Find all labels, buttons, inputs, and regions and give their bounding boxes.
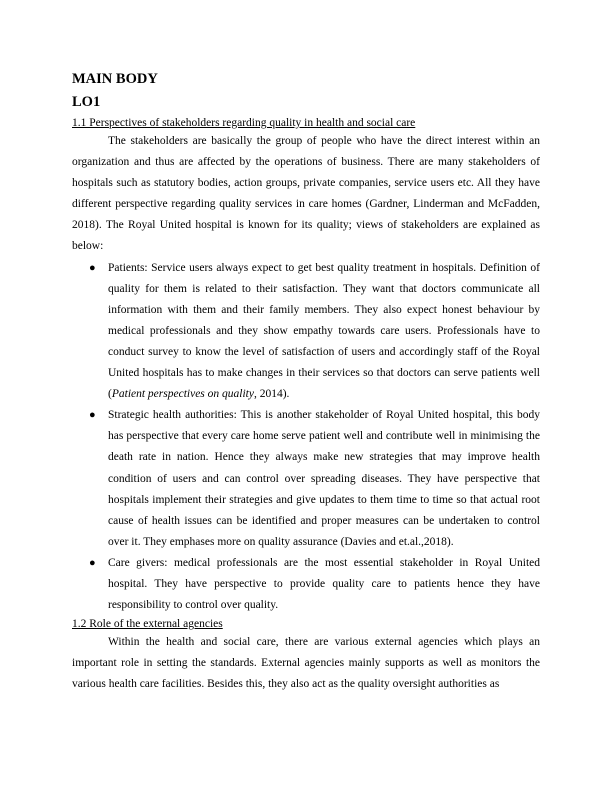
- citation-tail: , 2014).: [253, 388, 290, 401]
- list-item-text: Care givers: medical professionals are the most essential stakeholder in Royal United hospital. They have perspective to provide quality care to patients hence they have responsibility to control over quality.: [108, 556, 540, 612]
- list-item-text: Strategic health authorities: This is another stakeholder of Royal United hospital, this body has perspective that every care home serve patient well and contribute well in minimising the death rate in nation. Hence they always make new strategies that may improve health condition of users and can control over spreading diseases. They have perspective that hospitals implement their strategies and give updates to them time to time so that actual root cause of health issues can be identified and proper measures can be undertaken to control over it. They emphases more on quality assurance (Davies and et.al.,2018).: [108, 409, 540, 548]
- list-item-strategic-health-authorities: [72, 405, 540, 553]
- document-page: [72, 70, 540, 695]
- section-1-2-title: 1.2 Role of the external agencies: [72, 618, 223, 631]
- stakeholder-list: [72, 258, 540, 617]
- section-1-1-title: 1.1 Perspectives of stakeholders regarding quality in health and social care: [72, 117, 416, 129]
- bullet-icon: ●: [89, 556, 96, 569]
- list-item-text: Patients: Service users always expect to get best quality treatment in hospitals. Definition of quality for them is related to their satisfaction. They want that doctors communicate all information with them and their family members. They also expect honest behaviour by medical professionals and they show empathy towards care users. Professionals have to conduct survey to know the level of satisfaction of users and accordingly staff of the Royal United hospitals has to make changes in their services so that doctors can serve patients well (: [108, 261, 540, 401]
- list-item-patients: [72, 258, 540, 406]
- citation-italic: Patient perspectives on quality: [111, 388, 254, 401]
- lo1-heading: LO1: [72, 94, 101, 110]
- bullet-icon: ●: [89, 261, 96, 274]
- list-item-care-givers: [72, 553, 540, 616]
- main-body-heading: MAIN BODY: [72, 71, 158, 87]
- section-1-1-intro: The stakeholders are basically the group of people who have the direct interest within an organization and thus are affected by the operations of business. There are many stakeholders of hospitals such as statutory bodies, action groups, private companies, service users etc. All they have different perspective regarding quality services in care homes (Gardner, Linderman and McFadden, 2018). The Royal United hospital is known for its quality; views of stakeholders are explained as below:: [72, 135, 540, 253]
- section-1-2-intro: Within the health and social care, there are various external agencies which plays an important role in setting the standards. External agencies mainly supports as well as monitors the various health care facilities. Besides this, they also act as the quality oversight authorities as: [72, 636, 540, 691]
- bullet-icon: ●: [89, 409, 96, 422]
